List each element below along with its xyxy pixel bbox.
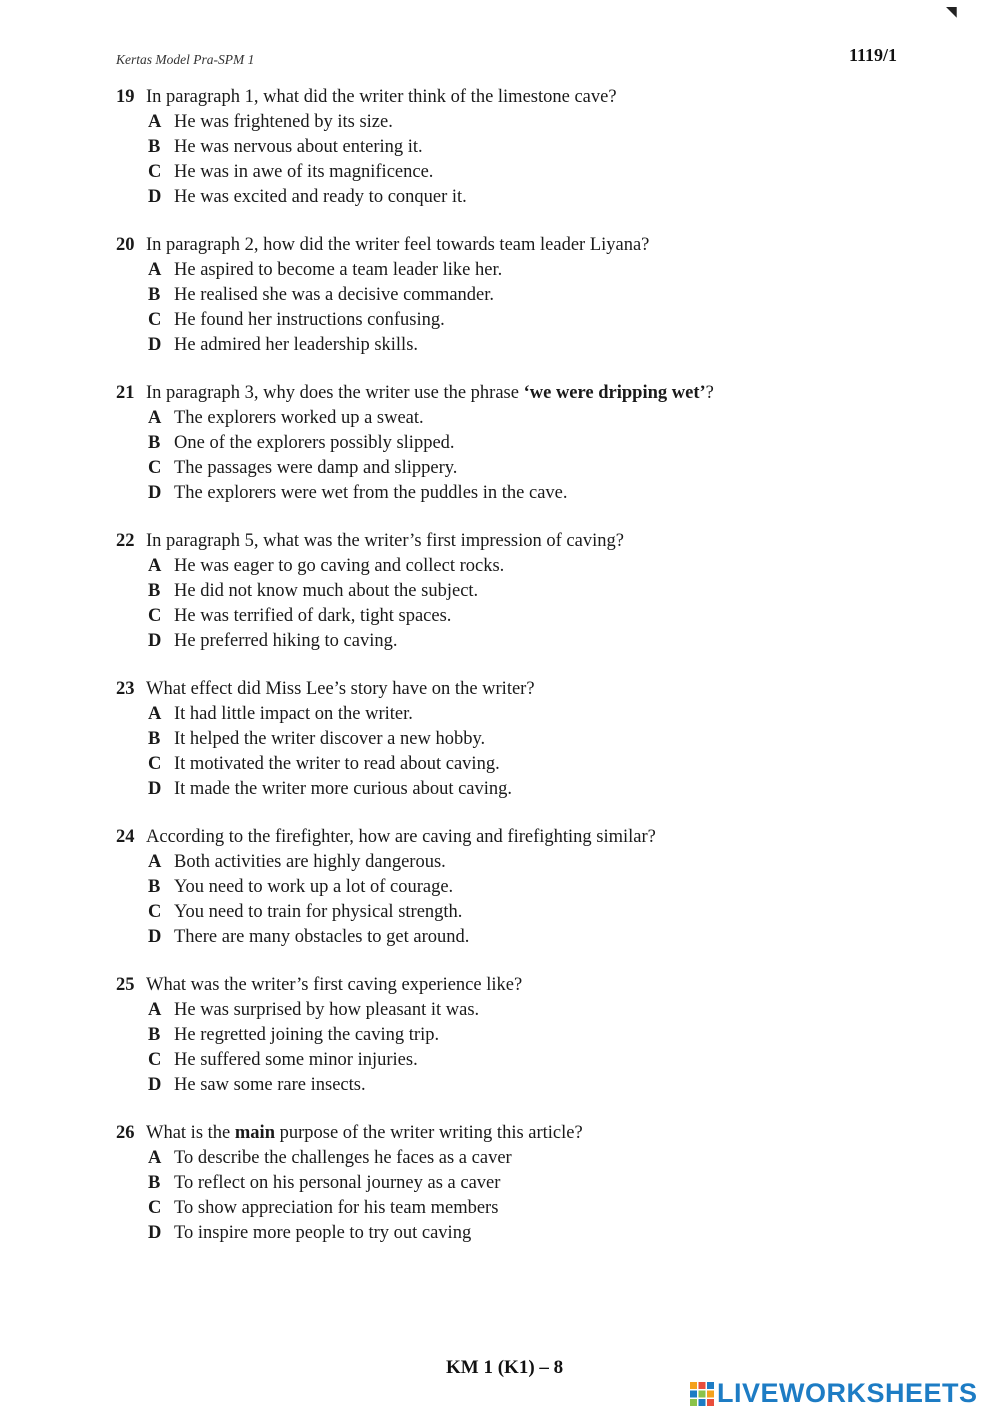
question-text: According to the firefighter, how are caving and firefighting similar? [146, 827, 656, 847]
option-letter: B [148, 729, 161, 749]
paper-code: 1119/1 [849, 45, 898, 65]
option-c[interactable] [116, 456, 816, 481]
option-text: It motivated the writer to read about caving. [174, 754, 500, 774]
question-number: 25 [116, 975, 135, 995]
option-text: He was in awe of its magnificence. [174, 162, 434, 182]
option-d[interactable] [116, 629, 816, 654]
option-text: He was nervous about entering it. [174, 137, 423, 157]
option-a[interactable] [116, 1146, 816, 1171]
question-list [116, 84, 816, 1268]
option-text: It had little impact on the writer. [174, 704, 413, 724]
question-stem [116, 380, 816, 406]
question-text: What effect did Miss Lee’s story have on the writer? [146, 679, 535, 699]
question-number: 23 [116, 679, 135, 699]
option-text: He admired her leadership skills. [174, 335, 419, 355]
option-text: He was terrified of dark, tight spaces. [174, 606, 452, 626]
option-letter: C [148, 310, 162, 330]
option-text: One of the explorers possibly slipped. [174, 433, 455, 453]
option-letter: B [148, 433, 161, 453]
option-d[interactable] [116, 1073, 816, 1098]
question-text: In paragraph 1, what did the writer think of the limestone cave? [146, 87, 617, 107]
option-text: To describe the challenges he faces as a caver [174, 1148, 512, 1168]
question-number: 20 [116, 235, 135, 255]
question-number: 21 [116, 383, 135, 403]
option-d[interactable] [116, 925, 816, 950]
option-c[interactable] [116, 604, 816, 629]
option-letter: D [148, 1223, 162, 1243]
option-letter: D [148, 1075, 162, 1095]
option-text: He found her instructions confusing. [174, 310, 445, 330]
question-quoted-phrase: ‘we were dripping wet’ [523, 383, 706, 403]
option-letter: C [148, 754, 162, 774]
option-letter: C [148, 458, 162, 478]
question-22 [116, 528, 816, 676]
option-letter: C [148, 606, 162, 626]
question-text: In paragraph 2, how did the writer feel towards team leader Liyana? [146, 235, 650, 255]
option-d[interactable] [116, 333, 816, 358]
option-a[interactable] [116, 998, 816, 1023]
option-text: He preferred hiking to caving. [174, 631, 398, 651]
corner-mark-icon: ◥ [946, 5, 957, 20]
question-19 [116, 84, 816, 232]
option-a[interactable] [116, 702, 816, 727]
option-letter: A [148, 704, 162, 724]
option-a[interactable] [116, 850, 816, 875]
option-c[interactable] [116, 160, 816, 185]
question-text: What was the writer’s first caving experience like? [146, 975, 523, 995]
option-b[interactable] [116, 431, 816, 456]
option-b[interactable] [116, 1023, 816, 1048]
option-c[interactable] [116, 900, 816, 925]
question-20 [116, 232, 816, 380]
question-stem [116, 232, 816, 258]
question-emphasis: main [234, 1123, 275, 1143]
option-text: He suffered some minor injuries. [174, 1050, 418, 1070]
question-text: In paragraph 5, what was the writer’s first impression of caving? [146, 531, 624, 551]
option-letter: B [148, 1025, 161, 1045]
option-letter: A [148, 408, 162, 428]
option-letter: D [148, 483, 162, 503]
liveworksheets-brand[interactable] [690, 1378, 978, 1409]
option-letter: A [148, 556, 162, 576]
option-c[interactable] [116, 308, 816, 333]
option-d[interactable] [116, 185, 816, 210]
question-text-after: purpose of the writer writing this article? [274, 1123, 583, 1143]
option-letter: A [148, 112, 162, 132]
option-letter: D [148, 927, 162, 947]
option-letter: B [148, 581, 161, 601]
option-letter: B [148, 137, 161, 157]
option-letter: A [148, 1000, 162, 1020]
option-a[interactable] [116, 406, 816, 431]
option-letter: D [148, 631, 162, 651]
option-letter: A [148, 1148, 162, 1168]
page-footer-label: KM 1 (K1) – 8 [446, 1357, 564, 1378]
question-number: 26 [116, 1123, 135, 1143]
question-text-before: In paragraph 3, why does the writer use the phrase [146, 383, 524, 403]
option-b[interactable] [116, 727, 816, 752]
option-text: You need to work up a lot of courage. [174, 877, 454, 897]
option-text: He regretted joining the caving trip. [174, 1025, 440, 1045]
option-letter: C [148, 1050, 162, 1070]
option-d[interactable] [116, 1221, 816, 1246]
question-number: 19 [116, 87, 135, 107]
question-23 [116, 676, 816, 824]
option-text: The explorers were wet from the puddles in the cave. [174, 483, 568, 503]
question-stem [116, 972, 816, 998]
option-text: There are many obstacles to get around. [174, 927, 470, 947]
option-text: To show appreciation for his team members [174, 1198, 499, 1218]
option-c[interactable] [116, 1196, 816, 1221]
option-letter: B [148, 877, 161, 897]
question-24 [116, 824, 816, 972]
brand-name: LIVEWORKSHEETS [717, 1378, 978, 1408]
option-text: To reflect on his personal journey as a caver [174, 1173, 501, 1193]
question-text-before: What is the [146, 1123, 235, 1143]
option-d[interactable] [116, 777, 816, 802]
liveworksheets-logo-icon [690, 1382, 714, 1406]
option-c[interactable] [116, 752, 816, 777]
option-text: Both activities are highly dangerous. [174, 852, 446, 872]
question-25 [116, 972, 816, 1120]
option-letter: D [148, 187, 162, 207]
question-text-after: ? [705, 383, 714, 403]
option-letter: D [148, 335, 162, 355]
option-d[interactable] [116, 481, 816, 506]
option-b[interactable] [116, 875, 816, 900]
option-text: He realised she was a decisive commander. [174, 285, 495, 305]
option-text: He was eager to go caving and collect rocks. [174, 556, 505, 576]
option-text: He saw some rare insects. [174, 1075, 366, 1095]
question-stem [116, 84, 816, 110]
option-b[interactable] [116, 579, 816, 604]
question-stem [116, 676, 816, 702]
option-text: He aspired to become a team leader like her. [174, 260, 503, 280]
option-text: To inspire more people to try out caving [174, 1223, 472, 1243]
question-21 [116, 380, 816, 528]
option-b[interactable] [116, 135, 816, 160]
option-b[interactable] [116, 283, 816, 308]
question-26 [116, 1120, 816, 1268]
option-text: It helped the writer discover a new hobby. [174, 729, 486, 749]
option-letter: C [148, 902, 162, 922]
question-stem [116, 528, 816, 554]
option-c[interactable] [116, 1048, 816, 1073]
option-text: The explorers worked up a sweat. [174, 408, 424, 428]
option-text: You need to train for physical strength. [174, 902, 463, 922]
option-text: It made the writer more curious about caving. [174, 779, 513, 799]
option-a[interactable] [116, 110, 816, 135]
option-a[interactable] [116, 554, 816, 579]
option-b[interactable] [116, 1171, 816, 1196]
option-a[interactable] [116, 258, 816, 283]
option-letter: B [148, 285, 161, 305]
option-letter: A [148, 260, 162, 280]
option-letter: D [148, 779, 162, 799]
question-number: 24 [116, 827, 135, 847]
option-text: He did not know much about the subject. [174, 581, 479, 601]
paper-label: Kertas Model Pra-SPM 1 [116, 52, 255, 67]
question-stem [116, 824, 816, 850]
question-number: 22 [116, 531, 135, 551]
question-stem [116, 1120, 816, 1146]
option-letter: C [148, 162, 162, 182]
option-text: He was frightened by its size. [174, 112, 393, 132]
option-text: He was excited and ready to conquer it. [174, 187, 467, 207]
option-text: He was surprised by how pleasant it was. [174, 1000, 480, 1020]
option-letter: A [148, 852, 162, 872]
option-text: The passages were damp and slippery. [174, 458, 458, 478]
option-letter: B [148, 1173, 161, 1193]
option-letter: C [148, 1198, 162, 1218]
